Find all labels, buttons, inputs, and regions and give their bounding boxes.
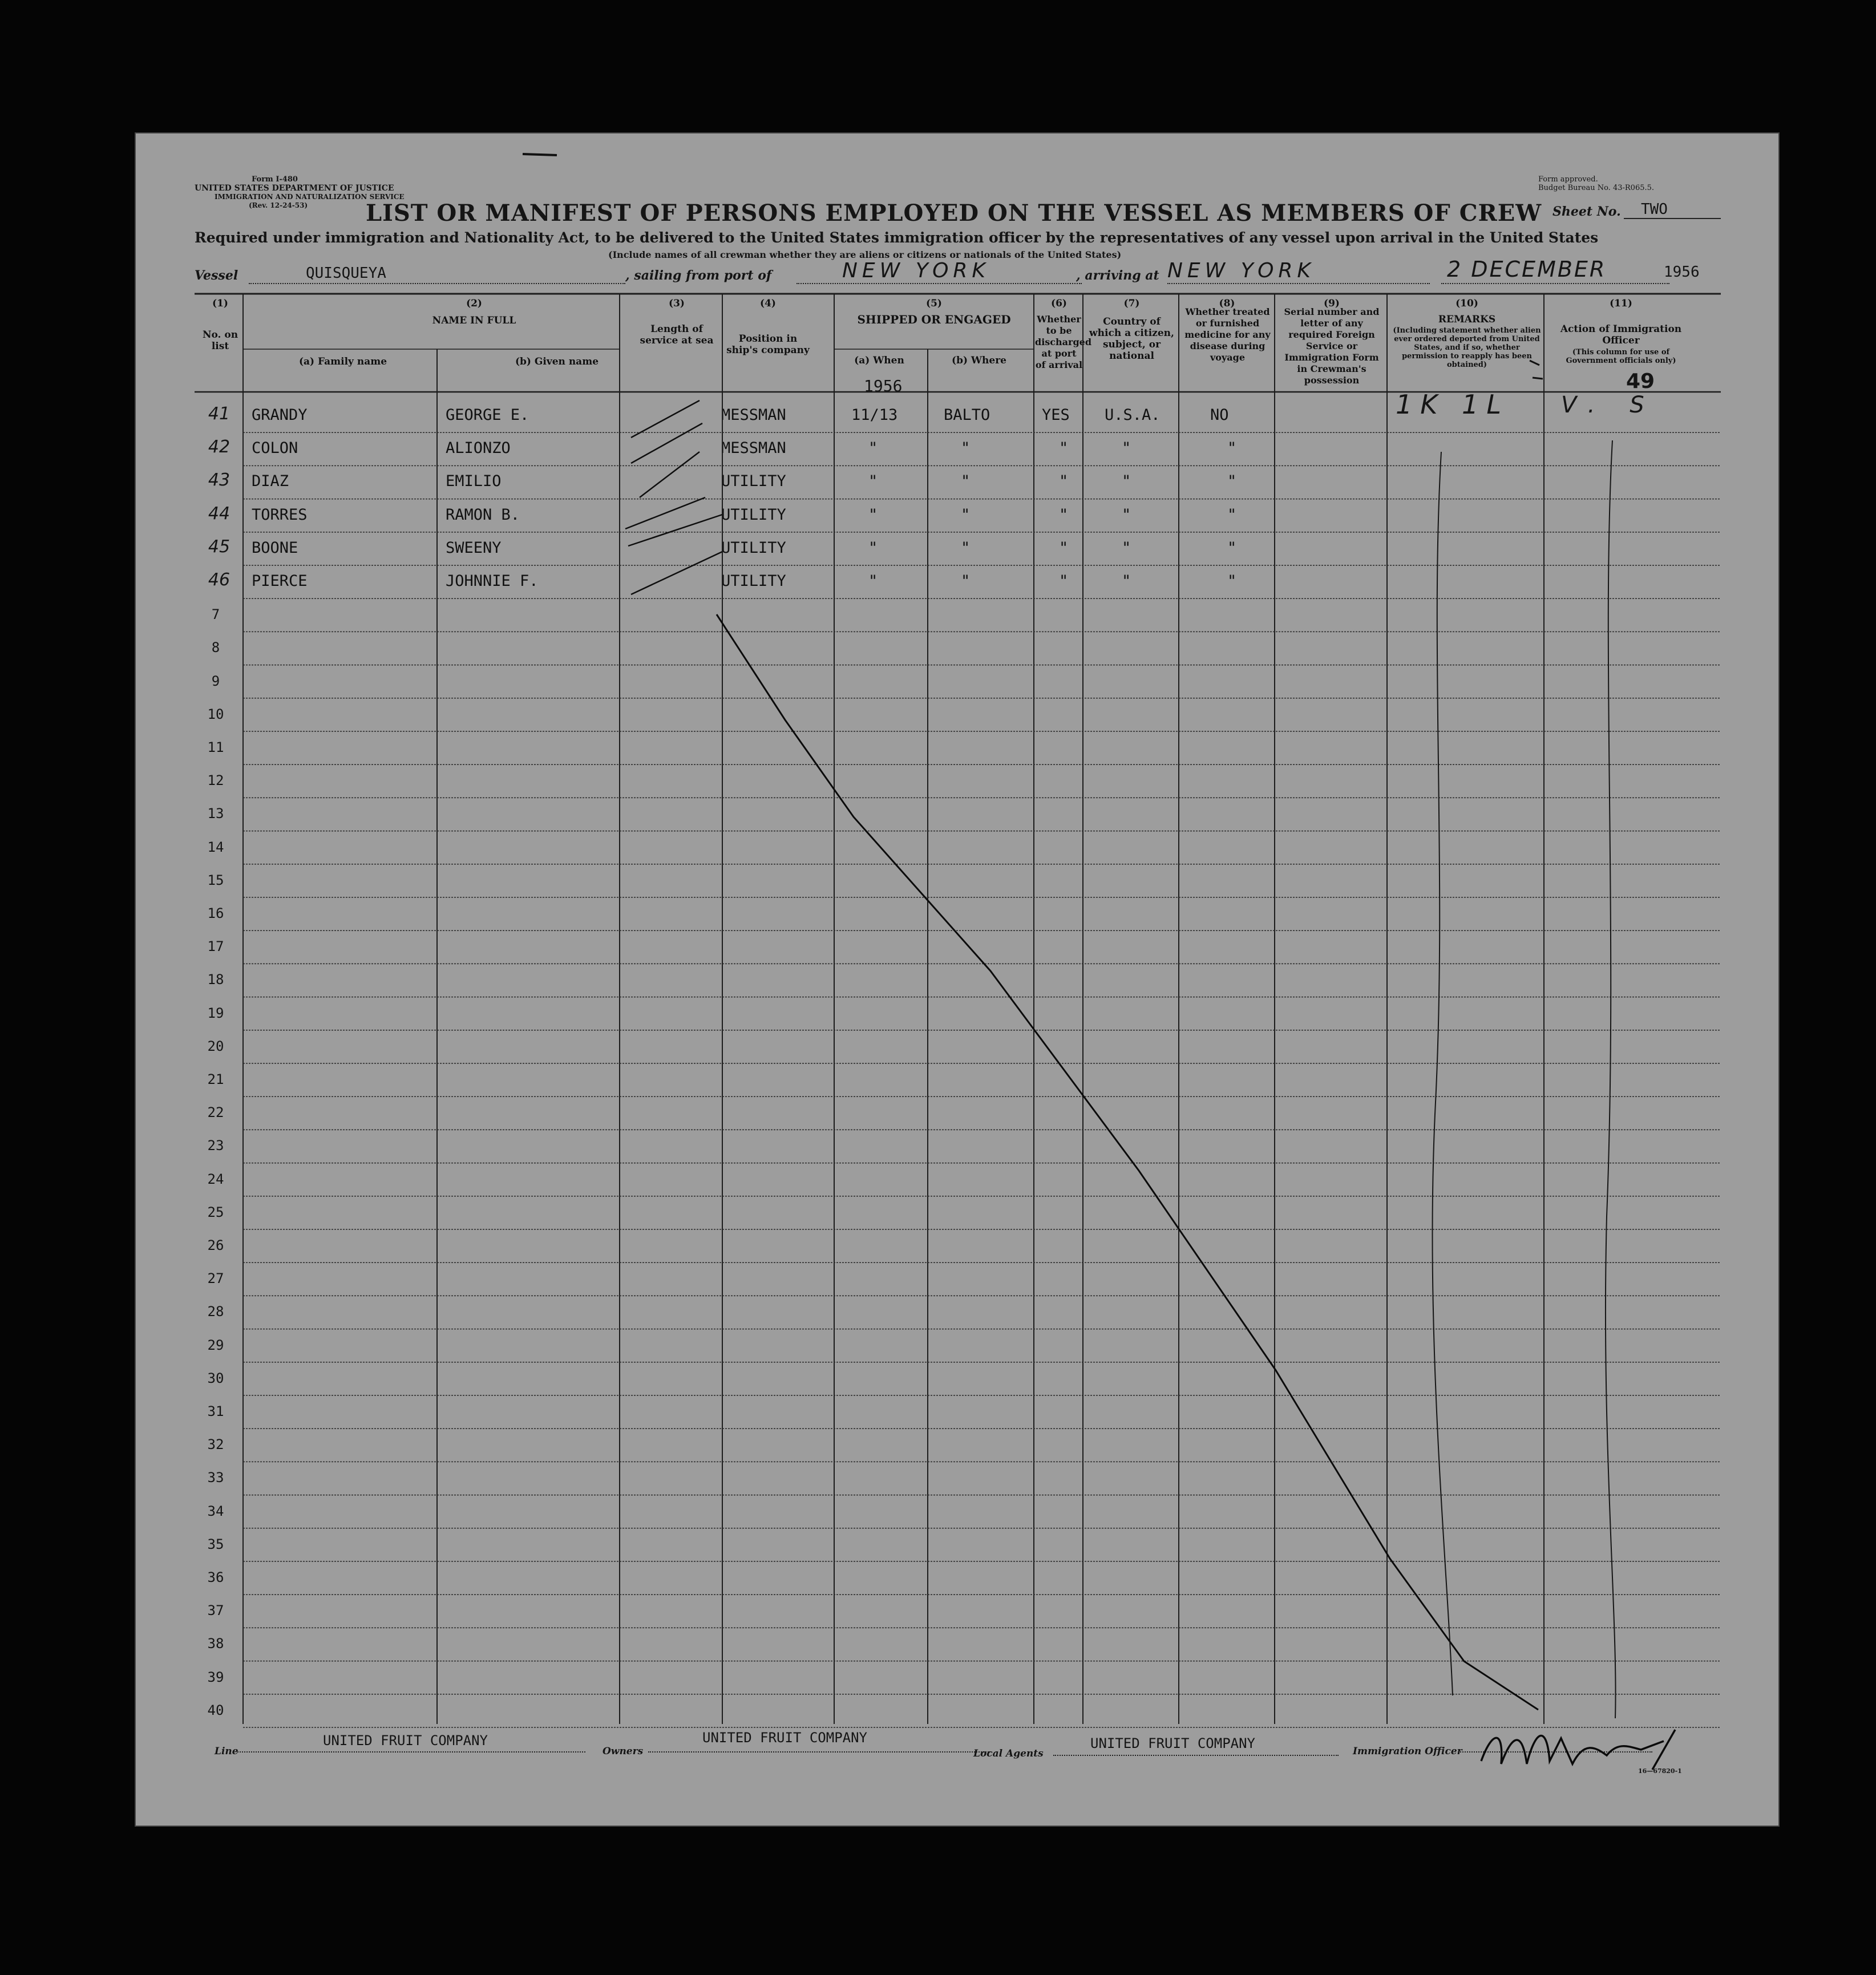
col5-header: SHIPPED OR ENGAGED bbox=[857, 313, 1011, 326]
crew-position: UTILITY bbox=[721, 539, 786, 557]
col8-header: Whether treated or furnished medicine for any disease during voyage bbox=[1184, 306, 1271, 363]
col3-header: Length of service at sea bbox=[640, 323, 714, 346]
col11-number: (11) bbox=[1610, 298, 1632, 309]
arriving-label: , arriving at bbox=[1076, 268, 1159, 283]
row-number: 28 bbox=[207, 1304, 224, 1320]
arrival-date: 2 DECEMBER bbox=[1447, 257, 1607, 282]
crew-given-name: SWEENY bbox=[446, 539, 502, 557]
crew-shipped-when: 11/13 bbox=[851, 406, 898, 424]
col4-number: (4) bbox=[760, 298, 776, 309]
action-handwritten-mark: V. S bbox=[1561, 392, 1658, 418]
crew-shipped-when: " bbox=[868, 572, 878, 590]
col5a-year: 1956 bbox=[864, 377, 903, 395]
crew-shipped-when: " bbox=[868, 439, 878, 458]
row-number: 9 bbox=[211, 673, 220, 689]
crew-discharge: " bbox=[1059, 539, 1069, 557]
approval-label: Form approved. bbox=[1538, 175, 1598, 184]
crew-row-number: 46 bbox=[208, 570, 231, 590]
crew-given-name: GEORGE E. bbox=[446, 406, 529, 424]
row-number: 14 bbox=[207, 839, 224, 855]
line-label: Line bbox=[215, 1746, 238, 1757]
col3-number: (3) bbox=[669, 298, 685, 309]
crew-family-name: COLON bbox=[252, 439, 298, 458]
remarks-vertical-stroke bbox=[1432, 452, 1453, 1695]
col11-header: Action of Immigration Officer bbox=[1560, 323, 1682, 346]
col9-header: Serial number and letter of any required Foreign Service or Immigration Form in Crewman's possession bbox=[1284, 306, 1380, 386]
crew-family-name: DIAZ bbox=[252, 472, 289, 491]
row-number: 27 bbox=[207, 1270, 224, 1287]
page-title: LIST OR MANIFEST OF PERSONS EMPLOYED ON THE VESSEL AS MEMBERS OF CREW bbox=[366, 200, 1542, 226]
row-number: 15 bbox=[207, 872, 224, 888]
row-number: 12 bbox=[207, 772, 224, 789]
col8-number: (8) bbox=[1219, 298, 1235, 309]
crew-shipped-where: " bbox=[961, 505, 971, 524]
crew-discharge: " bbox=[1059, 572, 1069, 590]
row-number: 21 bbox=[207, 1071, 224, 1087]
footer-code: 16—67820-1 bbox=[1638, 1767, 1682, 1775]
void-diagonal-stroke bbox=[717, 614, 1538, 1710]
col2-number: (2) bbox=[466, 298, 482, 309]
col1-header: No. on list bbox=[202, 329, 238, 352]
arrival-year: 1956 bbox=[1664, 264, 1700, 281]
sailing-label: , sailing from port of bbox=[625, 268, 772, 283]
crew-given-name: EMILIO bbox=[446, 472, 502, 491]
manifest-sheet bbox=[135, 132, 1780, 1827]
col2a-header: (a) Family name bbox=[298, 356, 387, 367]
agents-value: UNITED FRUIT COMPANY bbox=[1090, 1735, 1255, 1751]
col6-header: Whether to be discharged at port of arrival bbox=[1035, 314, 1091, 370]
col2-header: NAME IN FULL bbox=[432, 315, 516, 326]
row-number: 29 bbox=[207, 1337, 224, 1353]
crew-row-number: 43 bbox=[208, 470, 231, 491]
crew-country: " bbox=[1122, 572, 1131, 590]
crew-shipped-where: " bbox=[961, 539, 971, 557]
remarks-handwritten-mark: 1K 1L bbox=[1396, 389, 1509, 420]
row-number: 36 bbox=[207, 1569, 224, 1585]
vessel-name: QUISQUEYA bbox=[306, 265, 386, 282]
crew-given-name: ALIONZO bbox=[446, 439, 511, 458]
col9-number: (9) bbox=[1324, 298, 1340, 309]
revision-label: (Rev. 12-24-53) bbox=[249, 201, 308, 209]
row-number: 22 bbox=[207, 1104, 224, 1121]
crew-treated: " bbox=[1227, 505, 1237, 524]
owners-label: Owners bbox=[603, 1746, 644, 1757]
row-number: 24 bbox=[207, 1171, 224, 1187]
col10-note: (Including statement whether alien ever ordered deported from United States, and if so, whether permission to reapply has been obtained) bbox=[1393, 326, 1541, 369]
row-number: 18 bbox=[207, 972, 224, 988]
department-label: UNITED STATES DEPARTMENT OF JUSTICE bbox=[195, 184, 394, 193]
crew-shipped-when: " bbox=[868, 472, 878, 491]
officer-signature bbox=[1481, 1730, 1675, 1770]
col10-number: (10) bbox=[1455, 298, 1478, 309]
row-number: 32 bbox=[207, 1436, 224, 1453]
crew-country: " bbox=[1122, 472, 1131, 491]
row-number: 30 bbox=[207, 1370, 224, 1386]
row-number: 19 bbox=[207, 1005, 224, 1021]
row-number: 39 bbox=[207, 1669, 224, 1685]
arriving-port: NEW YORK bbox=[1167, 259, 1316, 282]
crew-count-mark: 49 bbox=[1626, 370, 1655, 393]
officer-label: Immigration Officer bbox=[1353, 1746, 1462, 1757]
row-number: 26 bbox=[207, 1237, 224, 1253]
crew-discharge: " bbox=[1059, 472, 1069, 491]
sheet-label: Sheet No. bbox=[1552, 204, 1621, 219]
sailing-port: NEW YORK bbox=[842, 259, 990, 282]
crew-family-name: PIERCE bbox=[252, 572, 308, 590]
row-number: 37 bbox=[207, 1602, 224, 1619]
crew-discharge: " bbox=[1059, 439, 1069, 458]
col5-number: (5) bbox=[926, 298, 942, 309]
col5b-header: (b) Where bbox=[952, 355, 1006, 366]
table-grid bbox=[135, 132, 1780, 1827]
crew-country: " bbox=[1122, 439, 1131, 458]
col10-header: REMARKS bbox=[1438, 314, 1496, 325]
row-number: 34 bbox=[207, 1503, 224, 1519]
crew-shipped-where: BALTO bbox=[944, 406, 990, 424]
col6-number: (6) bbox=[1051, 298, 1067, 309]
service-label: IMMIGRATION AND NATURALIZATION SERVICE bbox=[215, 193, 405, 201]
row-number: 13 bbox=[207, 806, 224, 822]
crew-shipped-where: " bbox=[961, 572, 971, 590]
crew-position: UTILITY bbox=[721, 472, 786, 491]
row-number: 10 bbox=[207, 706, 224, 722]
sheet-number: TWO bbox=[1641, 201, 1668, 218]
col7-header: Country of which a citizen, subject, or national bbox=[1089, 316, 1174, 362]
row-number: 25 bbox=[207, 1204, 224, 1220]
crew-given-name: RAMON B. bbox=[446, 505, 520, 524]
col11-note: (This column for use of Government officials only) bbox=[1566, 348, 1676, 365]
row-number: 35 bbox=[207, 1536, 224, 1552]
crew-shipped-where: " bbox=[961, 472, 971, 491]
row-number: 20 bbox=[207, 1038, 224, 1054]
crew-row-number: 45 bbox=[208, 536, 231, 557]
crew-position: UTILITY bbox=[721, 505, 786, 524]
col5a-header: (a) When bbox=[854, 355, 904, 366]
crew-shipped-where: " bbox=[961, 439, 971, 458]
crew-treated: " bbox=[1227, 472, 1237, 491]
line-value: UNITED FRUIT COMPANY bbox=[323, 1733, 488, 1749]
crew-country: U.S.A. bbox=[1105, 406, 1161, 424]
include-note: (Include names of all crewman whether they are aliens or citizens or nationals of the United States) bbox=[608, 249, 1122, 260]
vessel-label: Vessel bbox=[195, 268, 238, 283]
crew-shipped-when: " bbox=[868, 505, 878, 524]
budget-label: Budget Bureau No. 43-R065.5. bbox=[1538, 184, 1655, 192]
row-number: 7 bbox=[211, 606, 220, 623]
crew-treated: NO bbox=[1210, 406, 1229, 424]
crew-position: MESSMAN bbox=[721, 439, 786, 458]
col4-header: Position in ship's company bbox=[726, 333, 810, 356]
row-number: 16 bbox=[207, 905, 224, 921]
crew-position: MESSMAN bbox=[721, 406, 786, 424]
crew-treated: " bbox=[1227, 572, 1237, 590]
crew-family-name: TORRES bbox=[252, 505, 308, 524]
col7-number: (7) bbox=[1123, 298, 1140, 309]
agents-label: Local Agents bbox=[973, 1748, 1044, 1759]
crew-family-name: GRANDY bbox=[252, 406, 308, 424]
crew-position: UTILITY bbox=[721, 572, 786, 590]
crew-discharge: YES bbox=[1042, 406, 1070, 424]
crew-given-name: JOHNNIE F. bbox=[446, 572, 539, 590]
row-number: 17 bbox=[207, 938, 224, 955]
crew-row-number: 41 bbox=[208, 404, 231, 424]
crew-shipped-when: " bbox=[868, 539, 878, 557]
row-number: 38 bbox=[207, 1636, 224, 1652]
row-number: 11 bbox=[207, 739, 224, 755]
crew-country: " bbox=[1122, 505, 1131, 524]
row-number: 40 bbox=[207, 1702, 224, 1718]
row-number: 33 bbox=[207, 1470, 224, 1486]
crew-treated: " bbox=[1227, 439, 1237, 458]
owners-value: UNITED FRUIT COMPANY bbox=[702, 1730, 867, 1746]
row-number: 31 bbox=[207, 1403, 224, 1419]
crew-family-name: BOONE bbox=[252, 539, 298, 557]
row-number: 8 bbox=[211, 640, 220, 656]
crew-discharge: " bbox=[1059, 505, 1069, 524]
crew-treated: " bbox=[1227, 539, 1237, 557]
crew-country: " bbox=[1122, 539, 1131, 557]
crew-row-number: 44 bbox=[208, 503, 231, 524]
row-number: 23 bbox=[207, 1138, 224, 1154]
subtitle: Required under immigration and Nationality Act, to be delivered to the United States immigration officer by the representatives of any vessel upon arrival in the United States bbox=[195, 229, 1599, 246]
col2b-header: (b) Given name bbox=[515, 356, 599, 367]
crew-row-number: 42 bbox=[208, 437, 231, 458]
form-number: Form I-480 bbox=[252, 175, 298, 184]
col1-number: (1) bbox=[212, 298, 228, 309]
